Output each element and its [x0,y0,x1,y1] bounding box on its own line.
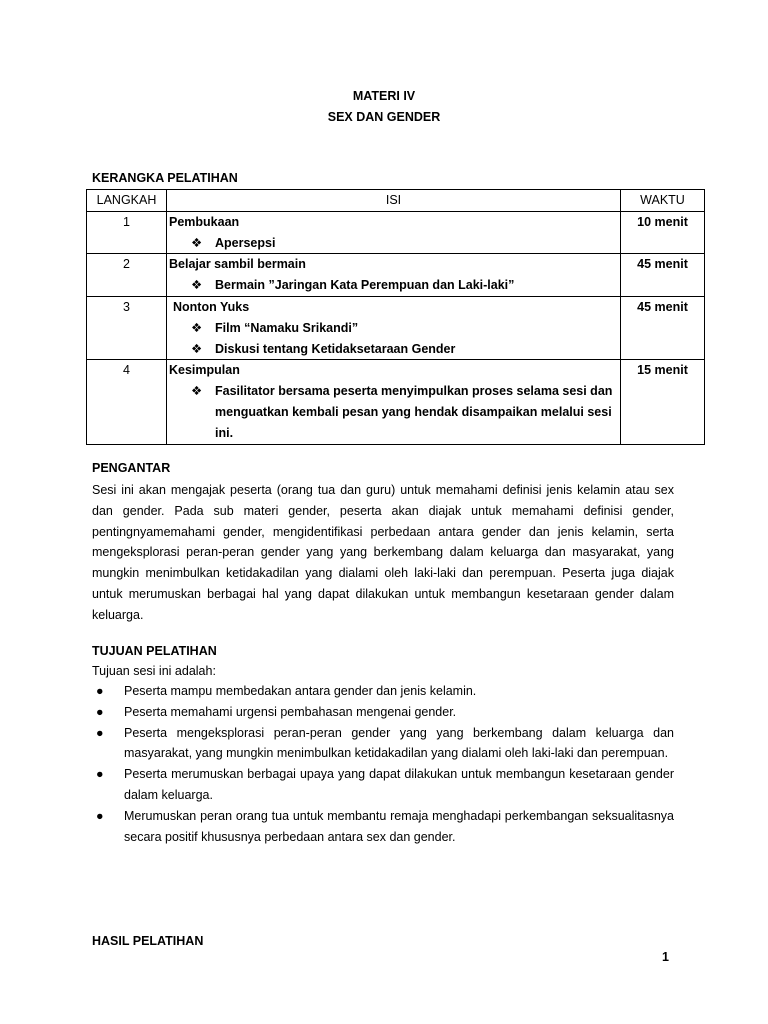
sub-item [169,381,618,443]
time-cell: 15 menit [621,360,705,444]
tujuan-heading: TUJUAN PELATIHAN [92,644,217,658]
time-cell: 10 menit [621,211,705,254]
step-number: 2 [87,254,167,297]
goal-text: Peserta merumuskan berbagai upaya yang dapat dilakukan untuk membangun kesetaraan gender dalam keluarga. [124,767,674,802]
step-number: 3 [87,296,167,359]
pengantar-heading: PENGANTAR [92,461,171,475]
goals-list [92,681,674,847]
sub-item [169,233,618,254]
list-item [92,702,674,723]
tujuan-intro: Tujuan sesi ini adalah: [92,664,216,678]
activity-cell [167,296,621,359]
header-isi: ISI [167,190,621,212]
activity-title: Nonton Yuks [173,299,250,314]
sub-item-text: Fasilitator bersama peserta menyimpulkan proses selama sesi dan menguatkan kembali pesan yang hendak disampaikan melalui sesi ini. [215,384,613,440]
table-row [87,296,705,359]
bullet-icon: ● [96,684,104,698]
sub-item-text: Diskusi tentang Ketidaksetaraan Gender [215,341,456,356]
pengantar-paragraph [92,480,674,626]
sub-item-text: Apersepsi [215,235,276,250]
step-number: 4 [87,360,167,444]
step-number: 1 [87,211,167,254]
table-header-row [87,190,705,212]
activity-cell [167,254,621,297]
sub-item [169,275,618,296]
goal-text: Peserta memahami urgensi pembahasan mengenai gender. [124,704,457,719]
time-cell: 45 menit [621,254,705,297]
bullet-icon: ● [96,725,104,740]
table-row [87,360,705,444]
diamond-bullet-icon: ❖ [191,384,203,399]
list-item [92,723,674,765]
time-cell: 45 menit [621,296,705,359]
doc-title: MATERI IV [352,89,416,103]
list-item [92,806,674,848]
hasil-heading: HASIL PELATIHAN [92,934,204,948]
activity-title: Kesimpulan [169,363,240,378]
activity-title: Belajar sambil bermain [169,257,306,272]
table-row [87,211,705,254]
activity-cell [167,360,621,444]
sub-item-text: Film “Namaku Srikandi” [215,320,359,335]
kerangka-table [86,189,705,445]
pengantar-text: Sesi ini akan mengajak peserta (orang tua dan guru) untuk memahami definisi jenis kelamin atau sex dan gender. Pada sub materi gender, peserta akan diajak untuk memahami definisi gender, pentingnyamemahami gender, mengidentifikasi perbedaan antara gender dan jenis kelamin, serta mengeksplorasi peran-peran gender yang yang berkembang dalam keluarga dan masyarakat, yang mungkin menimbulkan ketidakadilan yang dialami oleh laki-laki dan perempuan. Peserta juga diajak untuk merumuskan berbagai hal yang dapat dilakukan untuk membangun kesetaraan gender dalam keluarga. [92,483,674,622]
bullet-icon: ● [96,808,104,823]
goal-text: Peserta mengeksplorasi peran-peran gender yang yang berkembang dalam keluarga dan masyarakat, yang mungkin menimbulkan ketidakadilan yang dialami oleh laki-laki dan perempuan. [124,725,674,761]
goal-text: Merumuskan peran orang tua untuk membantu remaja menghadapi perkembangan seksualitasnya secara positif khususnya perbedaan antara sex dan gender. [124,808,674,844]
bullet-icon: ● [96,767,104,782]
header-langkah: LANGKAH [87,190,167,212]
activity-title: Pembukaan [169,214,240,229]
diamond-bullet-icon: ❖ [191,341,203,356]
diamond-bullet-icon: ❖ [191,320,203,335]
table-row [87,254,705,297]
bullet-icon: ● [96,704,104,719]
header-waktu: WAKTU [621,190,705,212]
sub-item [169,318,618,339]
page-number: 1 [662,950,669,964]
sub-item-text: Bermain ”Jaringan Kata Perempuan dan Laki-laki” [215,278,515,293]
doc-subtitle: SEX DAN GENDER [327,110,441,124]
diamond-bullet-icon: ❖ [191,278,203,293]
list-item [92,764,674,806]
activity-cell [167,211,621,254]
goal-text: Peserta mampu membedakan antara gender dan jenis kelamin. [124,684,477,698]
kerangka-heading: KERANGKA PELATIHAN [92,171,238,185]
sub-item [169,339,618,360]
list-item [92,681,674,702]
diamond-bullet-icon: ❖ [191,235,203,250]
